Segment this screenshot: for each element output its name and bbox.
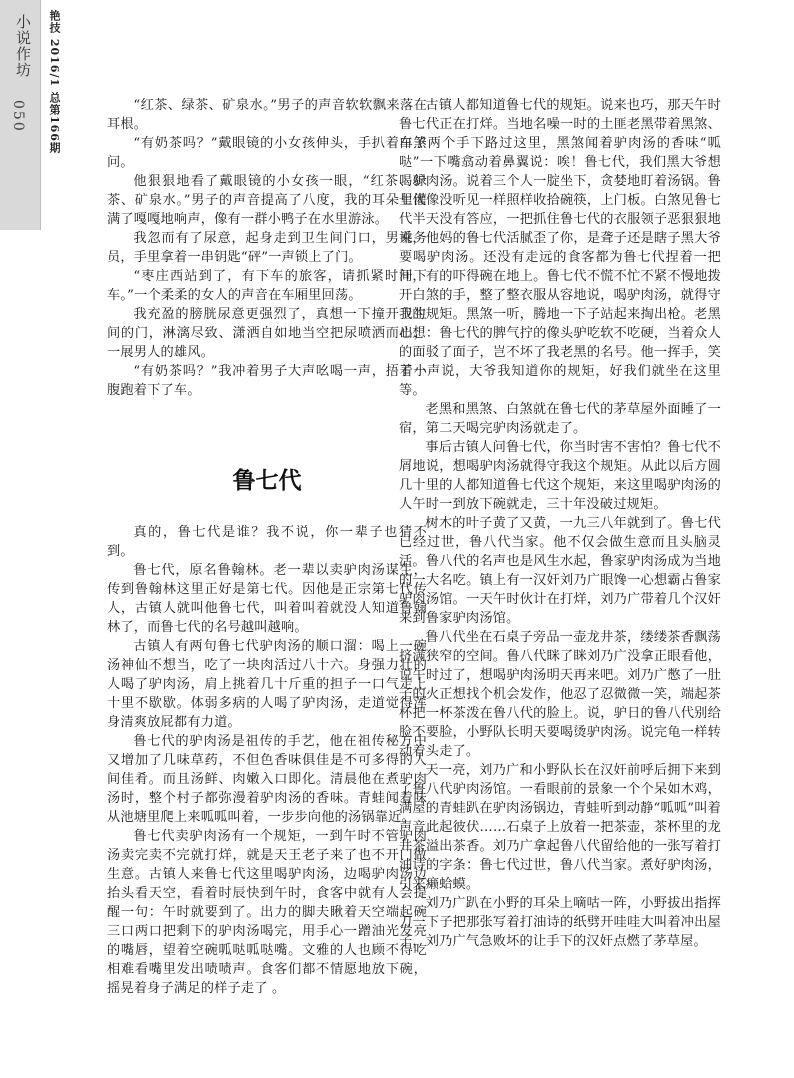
section-side-tab: [0, 0, 41, 230]
paragraph: 古镇人都知道鲁七代的规矩。说来也巧，那天午时鲁七代正在打烊。当地名噪一时的土匪老黑带着黑煞、白煞两个手下路过这里，黑煞闻着驴肉汤的香味“呱哒”一下嘴翕动着鼻翼说：唉！鲁七代，我们黑大爷想喝驴肉汤。说着三个人一腚坐下，贪婪地盯着汤锅。鲁七代像没听见一样照样收拾碗筷，上门板。白煞见鲁七代半天没有答应，一把抓住鲁七代的衣服领子恶狠狠地说，他妈的鲁七代活腻歪了你，是聋子还是瞎子黑大爷要喝驴肉汤。还没有走远的食客都为鲁七代捏着一把汗，有的吓得碗在地上。鲁七代不慌不忙不紧不慢地拨开白煞的手，整了整衣服从容地说，喝驴肉汤，就得守我的规矩。黑煞一听，腾地一下子站起来掏出枪。老黑心想：鲁七代的脾气拧的像头驴吃软不吃硬，当着众人的面驳了面子，岂不坏了我老黑的名号。他一挥手，笑了一声说，大爷我知道你的规矩，好我们就坐在这里等。: [399, 98, 721, 398]
paragraph: “有奶茶吗？”我冲着男子大声吆喝一声，捂着小腹跑着下了车。: [107, 364, 427, 398]
section-label: 小说作坊: [14, 14, 32, 78]
left-column: [107, 96, 427, 998]
paragraph: 天一亮，刘乃广和小野队长在汉奸前呼后拥下来到了鲁八代驴肉汤馆。一看眼前的景象一个个呆如木鸡，满屋的青蛙趴在驴肉汤锅边，青蛙听到动静“呱呱”叫着声音此起彼伏……石桌子上放着一把茶壶，茶杯里的龙井茶溢出茶香。刘乃广拿起鲁八代留给他的一张写着打油诗的字条：鲁七代过世，鲁八代当家。煮好驴肉汤，引来癞蛤蟆。: [399, 763, 721, 892]
paragraph: 他狠狠地看了戴眼镜的小女孩一眼，“红茶、绿茶、矿泉水。”男子的声音提高了八度，我的耳朵里灌满了嘎嘎地响声，像有一群小鸭子在水里游泳。: [107, 174, 427, 227]
paragraph: 树木的叶子黄了又黄，一九三八年就到了。鲁七代已经过世，鲁八代当家。他不仅会做生意而且头脑灵活。鲁八代的名声也是风生水起，鲁家驴肉汤成为当地的一大名吃。镇上有一汉奸刘乃广眼馋一心想霸占鲁家驴肉汤馆。一天午时伙计在打烊，刘乃广带着几个汉奸来到鲁家驴肉汤馆。: [399, 516, 721, 626]
issue-info: 艳技 2016/1 总第166期: [48, 10, 61, 154]
paragraph: “红茶、绿茶、矿泉水。”男子的声音软软飘来落在耳根。: [107, 98, 427, 132]
paragraph: “有奶茶吗？”戴眼镜的小女孩伸头，手扒着车子问。: [107, 136, 427, 170]
paragraph: 我忽而有了尿意，起身走到卫生间门口，男乘务员，手里拿着一串钥匙“砰”一声锁上了门。: [107, 231, 427, 265]
paragraph: 鲁八代坐在石桌子旁品一壶龙井茶，缕缕茶香飘荡挤满狭窄的空间。鲁八代眯了眯刘乃广没拿正眼看他，说午时过了，想喝驴肉汤明天再来吧。刘乃广憋了一肚子的火正想找个机会发作，他忍了忍微微一笑，端起茶杯把一杯茶泼在鲁八代的脸上。说，驴日的鲁八代别给脸不要脸，小野队长明天要喝烫驴肉汤。说完龟一样转动着头走了。: [399, 630, 721, 759]
paragraph: 事后古镇人问鲁七代，你当时害不害怕？鲁七代不屑地说，想喝驴肉汤就得守我这个规矩。从此以后方圆几十里的人都知道鲁七代这个规矩，来这里喝驴肉汤的人午时一到放下碗就走，三十年没破过规矩。: [399, 440, 721, 512]
page-number: 050: [10, 100, 26, 133]
paragraph: 鲁七代卖驴肉汤有一个规矩，一到午时不管驴肉汤卖完卖不完就打烊，就是天王老子来了也不开门做生意。古镇人来鲁七代这里喝驴肉汤，边喝驴肉汤边抬头看天空，看着时辰快到午时，食客中就有人会提醒一句：午时就要到了。出力的脚夫瞅着天空端起碗三口两口把剩下的驴肉汤喝完，用手心一蹭油光发亮的嘴唇，望着空碗呱哒呱哒嘴。文雅的人也顾不得吃相难看嘴里发出啧啧声。食客们都不情愿地放下碗，摇晃着身子满足的样子走了 。: [107, 829, 427, 996]
paragraph: 鲁七代，原名鲁翰林。老一辈以卖驴肉汤谋生，传到鲁翰林这里正好是第七代。因他是正宗第七代传人，古镇人就叫他鲁七代，叫着叫着就没人知道鲁翰林了，而鲁七代的名号越叫越响。: [107, 563, 427, 635]
paragraph: 真的，鲁七代是谁？我不说，你一辈子也猜不到。: [107, 525, 427, 559]
paragraph: “枣庄西站到了，有下车的旅客，请抓紧时间下车。”一个柔柔的女人的声音在车厢里回荡。: [107, 269, 427, 303]
paragraph: 老黑和黑煞、白煞就在鲁七代的茅草屋外面睡了一宿，第二天喝完驴肉汤就走了。: [399, 402, 721, 436]
paragraph: 我充盈的膀胱尿意更强烈了，真想一下撞开卫生间的门，淋漓尽致、潇洒自如地当空把尿喷洒而出，一展男人的雄风。: [107, 307, 427, 360]
paragraph: 刘乃广趴在小野的耳朵上嘀咕一阵，小野拔出指挥刀一下子把那张写着打油诗的纸劈开哇哇大叫着冲出屋子，刘乃广气急败坏的让手下的汉奸点燃了茅草屋。: [399, 896, 721, 949]
story-title: 鲁七代: [232, 468, 302, 494]
right-column: [399, 96, 721, 951]
paragraph: 鲁七代的驴肉汤是祖传的手艺，他在祖传秘方中又增加了几味草药，不但色香味俱佳是不可多得的人间佳肴。而且汤鲜、肉嫩入口即化。清晨他在煮驴肉汤时，整个村子都弥漫着驴肉汤的香味。青蛙闻着味从池塘里爬上来呱呱叫着，一步步向他的汤锅靠近。: [107, 734, 427, 825]
paragraph: 古镇人有两句鲁七代驴肉汤的顺口溜：喝上一碗汤神仙不想当，吃了一块肉活过八十六。身强力壮的人喝了驴肉汤，肩上挑着几十斤重的担子一口气走上十里不歇歇。体弱多病的人喝了驴肉汤，走道觉得浑身清爽放屁都有力道。: [107, 639, 427, 730]
